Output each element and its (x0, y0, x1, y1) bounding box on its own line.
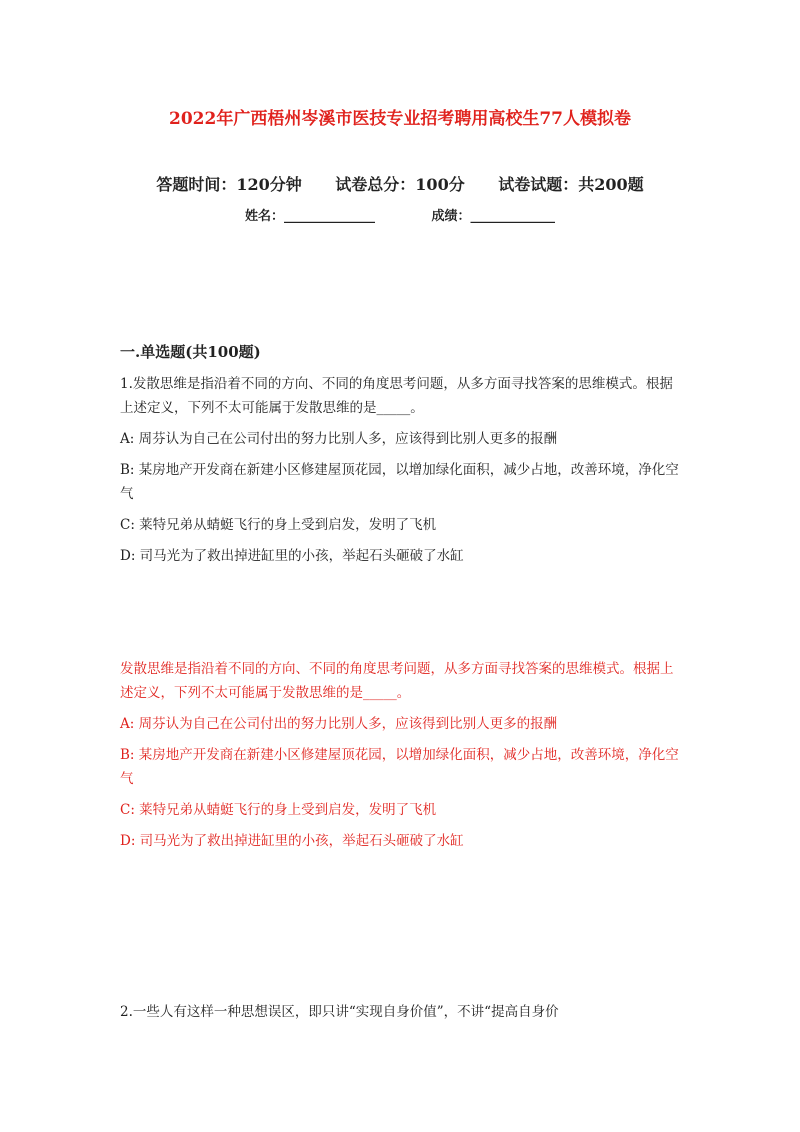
question-1-stem: 1.发散思维是指沿着不同的方向、不同的角度思考问题，从多方面寻找答案的思维模式。根据上述定义，下列不太可能属于发散思维的是_____。 (120, 376, 673, 416)
question-1 (120, 372, 682, 575)
exam-time: 答题时间：120分钟 (156, 175, 302, 194)
answer-1-option-b: B: 某房地产开发商在新建小区修建屋顶花园，以增加绿化面积，减少占地，改善环境，净化空气 (120, 747, 679, 787)
answer-1 (120, 657, 682, 860)
score-field[interactable] (432, 205, 556, 224)
question-1-option-b: B: 某房地产开发商在新建小区修建屋顶花园，以增加绿化面积，减少占地，改善环境，净化空气 (120, 462, 679, 502)
question-1-option-a: A: 周芬认为自己在公司付出的努力比别人多，应该得到比别人更多的报酬 (120, 431, 558, 447)
answer-1-option-d: D: 司马光为了救出掉进缸里的小孩，举起石头砸破了水缸 (120, 833, 464, 849)
exam-question-count: 试卷试题：共200题 (498, 175, 644, 194)
name-field[interactable] (245, 205, 375, 224)
question-2 (120, 1000, 682, 1031)
page-title: 2022年广西梧州岑溪市医技专业招考聘用高校生77人模拟卷 (169, 109, 631, 129)
answer-1-option-c: C: 莱特兄弟从蜻蜓飞行的身上受到启发，发明了飞机 (120, 802, 437, 818)
question-1-option-c: C: 莱特兄弟从蜻蜓飞行的身上受到启发，发明了飞机 (120, 517, 437, 533)
section-heading: 一.单选题(共100题) (120, 343, 261, 361)
exam-total-score: 试卷总分：100分 (335, 175, 465, 194)
name-label: 姓名： (244, 209, 284, 224)
candidate-fields (0, 205, 800, 224)
exam-meta (0, 172, 800, 195)
question-1-option-d: D: 司马光为了救出掉进缸里的小孩，举起石头砸破了水缸 (120, 548, 464, 564)
question-2-stem: 2.一些人有这样一种思想误区，即只讲“实现自身价值”，不讲“提高自身价 (120, 1004, 559, 1020)
name-blank[interactable]: ______________ (283, 209, 375, 224)
answer-1-stem: 发散思维是指沿着不同的方向、不同的角度思考问题，从多方面寻找答案的思维模式。根据上述定义，下列不太可能属于发散思维的是_____。 (120, 661, 674, 701)
answer-1-option-a: A: 周芬认为自己在公司付出的努力比别人多，应该得到比别人更多的报酬 (120, 716, 558, 732)
score-blank[interactable]: _____________ (470, 209, 556, 224)
score-label: 成绩： (431, 209, 471, 224)
